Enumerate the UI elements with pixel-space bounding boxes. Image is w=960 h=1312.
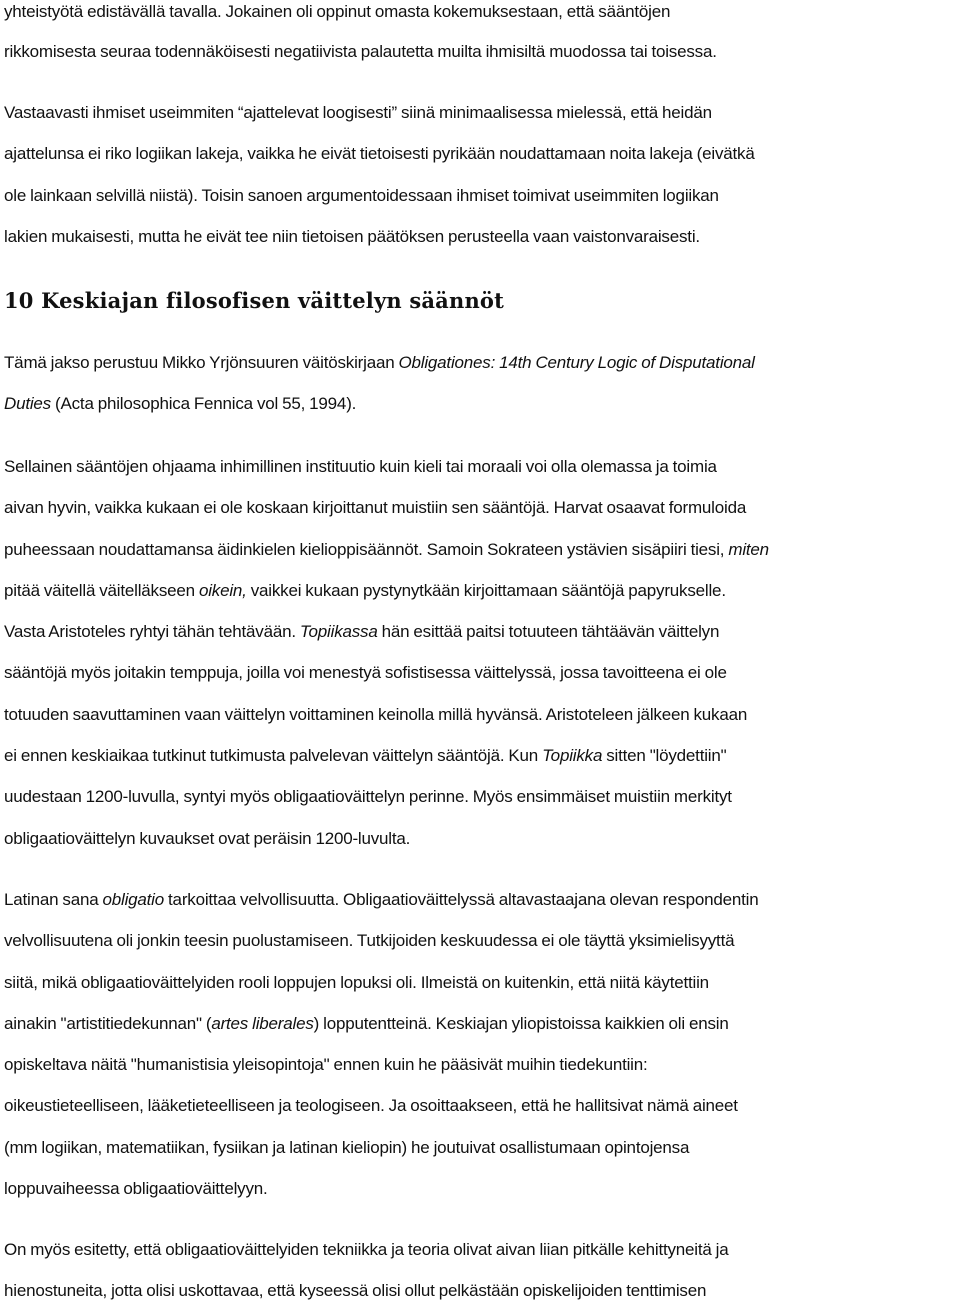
text-line: uudestaan 1200-luvulla, syntyi myös obligaatioväittelyn perinne. Myös ensimmäiset muistiin merkityt (4, 787, 732, 807)
text-segment: Tämä jakso perustuu Mikko Yrjönsuuren väitöskirjaan (4, 353, 399, 372)
emphasis: oikein, (198, 580, 247, 600)
text-segment: vaikkei kukaan pystynytkään kirjoittamaan sääntöjä papyrukselle. (246, 580, 726, 600)
text-line: ajattelunsa ei riko logiikan lakeja, vaikka he eivät tietoisesti pyrikään noudattamaan noita lakeja (eivätkä (4, 144, 755, 164)
text-segment: ei ennen keskiaikaa tutkinut tutkimusta palvelevan väittelyn sääntöjä. Kun (4, 746, 543, 766)
text-line: siitä, mikä obligaatioväittelyiden rooli loppujen lopuksi oli. Ilmeistä on kuitenkin, että niitä käytettiin (4, 972, 709, 992)
text-line (4, 383, 755, 424)
text-segment: Vasta Aristoteles ryhtyi tähän tehtävään. (4, 622, 300, 642)
book-title-continued: Duties (4, 394, 51, 414)
text-line: lakien mukaisesti, mutta he eivät tee niin tietoisen päätöksen perusteella vaan vaistonvaraisesti. (4, 226, 700, 246)
emphasis: Topiikka (542, 746, 603, 766)
text-segment: Toisin sanoen argumentoidessaan ihmiset toimivat useimmiten logiikan (197, 185, 719, 205)
emphasis: artes liberales (211, 1013, 314, 1033)
text-line: opiskeltava näitä "humanistisia yleisopintoja" ennen kuin he pääsivät muihin tiedekuntiin: (4, 1055, 648, 1075)
text-segment: Latinan sana (4, 890, 103, 909)
text-line: loppuvaiheessa obligaatioväittelyyn. (4, 1179, 268, 1199)
text-line: aivan hyvin, vaikka kukaan ei ole koskaan kirjoittanut muistiin sen sääntöjä. Harvat osaavat formuloida (4, 498, 747, 518)
text-segment: ainakin "artistitiedekunnan" ( (4, 1013, 212, 1033)
paragraph-logic (4, 92, 755, 257)
text-line: totuuden saavuttaminen vaan väittelyn voittaminen keinolla millä hyvänsä. Aristoteleen jälkeen kukaan (4, 704, 748, 724)
text-line: hienostuneita, jotta olisi uskottavaa, että kyseessä olisi ollut pelkästään opiskelijoiden tenttimisen (4, 1281, 707, 1301)
text-line (4, 611, 769, 652)
text-segment: hän esittää paitsi totuuteen tähtäävän väittelyn (377, 622, 720, 642)
text-line: Sellainen sääntöjen ohjaama inhimillinen instituutio kuin kieli tai moraali voi olla olemassa ja toimia (4, 457, 717, 476)
text-line (4, 1003, 758, 1044)
text-line (4, 735, 769, 776)
text-line: (mm logiikan, matematiikan, fysiikan ja latinan kieliopin) he joutuivat osallistumaan opintojensa (4, 1137, 690, 1157)
text-line: yhteistyötä edistävällä tavalla. Jokainen oli oppinut omasta kokemuksestaan, että sääntöjen (4, 2, 671, 21)
text-line (4, 570, 769, 611)
text-line: velvollisuutena oli jonkin teesin puolustamiseen. Tutkijoiden keskuudessa ei ole täyttä yksimielisyyttä (4, 931, 735, 951)
text-line: obligaatioväittelyn kuvaukset ovat peräisin 1200-luvulta. (4, 828, 411, 848)
section-heading: 10 Keskiajan filosofisen väittelyn säännöt (4, 288, 505, 313)
text-line (4, 529, 769, 570)
text-line: oikeustieteelliseen, lääketieteelliseen ja teologiseen. Ja osoittaakseen, että he hallitsivat nämä aineet (4, 1096, 738, 1116)
paragraph-rules (4, 446, 769, 859)
text-segment: tarkoittaa velvollisuutta. Obligaatioväittelyssä altavastaajana olevan respondentin (164, 890, 759, 909)
text-line: On myös esitetty, että obligaatioväittelyiden tekniikka ja teoria olivat aivan liian pitkälle kehittyneitä ja (4, 1240, 729, 1259)
text-segment: pitää väitellä väitelläkseen (4, 580, 199, 600)
emphasis: obligatio (102, 890, 165, 909)
text-line (4, 879, 758, 920)
text-line: rikkomisesta seuraa todennäköisesti negatiivista palautetta muilta ihmisiltä muodossa tai toisessa. (4, 42, 717, 61)
book-title: Obligationes: 14th Century Logic of Disputational (398, 353, 755, 372)
text-segment: ) lopputentteinä. Keskiajan yliopistoissa kaikkien oli ensin (313, 1013, 729, 1033)
text-segment: (Acta philosophica Fennica vol 55, 1994). (51, 394, 357, 414)
intro-paragraph (4, 0, 717, 72)
text-segment: sitten "löydettiin" (602, 746, 727, 766)
text-segment: puheessaan noudattamansa äidinkielen kielioppisäännöt. Samoin Sokrateen ystävien sisäpiiri tiesi, (4, 539, 729, 559)
emphasis: miten (728, 539, 769, 559)
paragraph-source (4, 342, 755, 425)
text-line: Vastaavasti ihmiset useimmiten “ajattelevat loogisesti” siinä minimaalisessa mielessä, että heidän (4, 103, 712, 122)
paragraph-obligatio (4, 879, 758, 1209)
text-line: sääntöjä myös joitakin temppuja, joilla voi menestyä sofistisessa väittelyssä, jossa tavoitteena ei ole (4, 663, 727, 683)
text-line (4, 342, 755, 383)
paragraph-technique (4, 1229, 729, 1312)
text-segment: ole lainkaan selvillä niistä). (4, 185, 198, 205)
emphasis: Topiikassa (299, 622, 378, 642)
text-line (4, 175, 755, 216)
